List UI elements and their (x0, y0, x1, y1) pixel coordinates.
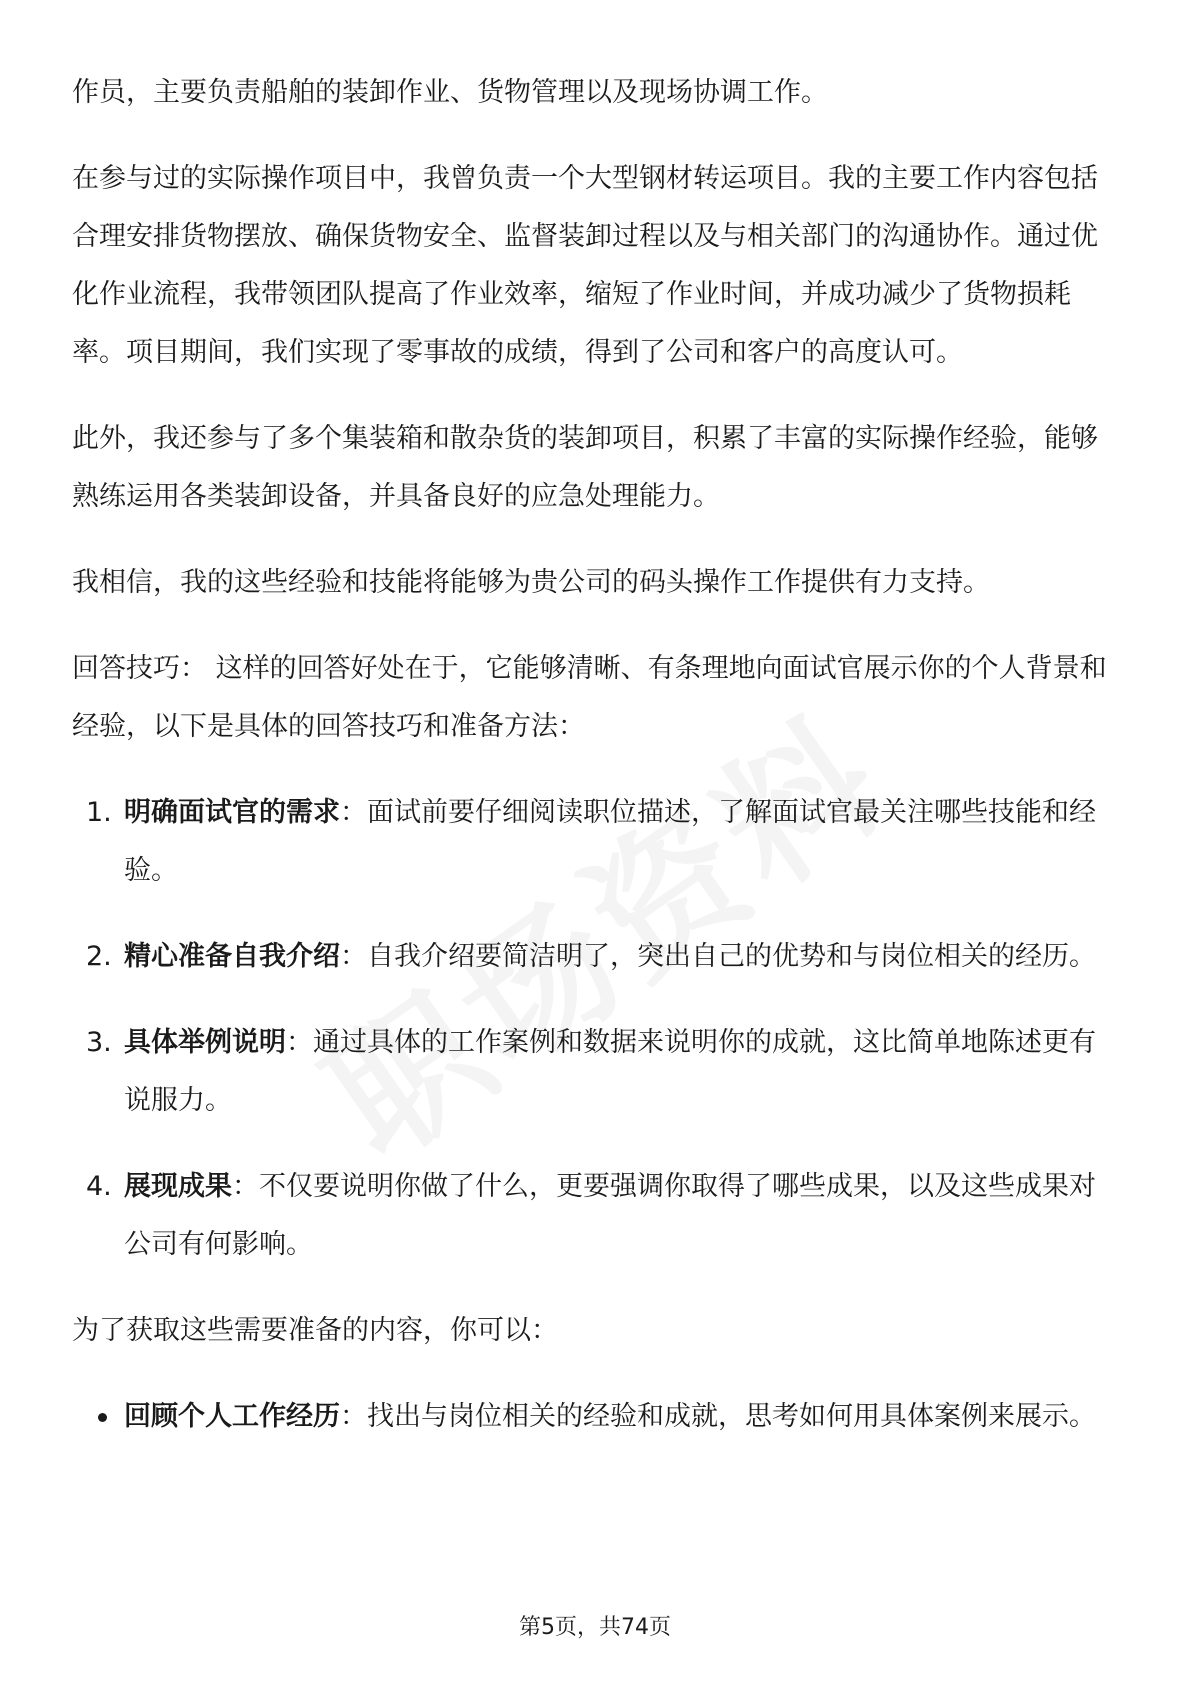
paragraph: 作员，主要负责船舶的装卸作业、货物管理以及现场协调工作。 (72, 77, 828, 108)
bullet-icon (98, 1413, 107, 1422)
list-item (72, 928, 1122, 986)
list-item (72, 784, 1122, 900)
tip-text: ：面试前要仔细阅读职位描述，了解面试官最关注哪些技能和经验。 (124, 797, 1096, 886)
tip-text: ：通过具体的工作案例和数据来说明你的成就，这比简单地陈述更有说服力。 (124, 1027, 1096, 1116)
list-item (72, 1014, 1122, 1130)
paragraph: 我相信，我的这些经验和技能将能够为贵公司的码头操作工作提供有力支持。 (72, 567, 990, 598)
list-item (72, 1388, 1122, 1446)
list-number: 4. (86, 1171, 112, 1202)
paragraph: 此外，我还参与了多个集装箱和散杂货的装卸项目，积累了丰富的实际操作经验，能够熟练运用各类装卸设备，并具备良好的应急处理能力。 (72, 423, 1098, 512)
tip-text: ：不仅要说明你做了什么，更要强调你取得了哪些成果，以及这些成果对公司有何影响。 (124, 1171, 1096, 1260)
list-number: 1. (86, 797, 112, 828)
document-body (72, 64, 1122, 1446)
bullet-list (72, 1388, 1122, 1446)
tip-title: 精心准备自我介绍 (124, 941, 340, 972)
list-number: 2. (86, 941, 112, 972)
tips-list (72, 784, 1122, 1274)
list-number: 3. (86, 1027, 112, 1058)
bullet-title: 回顾个人工作经历 (124, 1401, 340, 1432)
list-item (72, 1158, 1122, 1274)
paragraph: 在参与过的实际操作项目中，我曾负责一个大型钢材转运项目。我的主要工作内容包括合理安排货物摆放、确保货物安全、监督装卸过程以及与相关部门的沟通协作。通过优化作业流程，我带领团队提高了作业效率，缩短了作业时间，并成功减少了货物损耗率。项目期间，我们实现了零事故的成绩，得到了公司和客户的高度认可。 (72, 163, 1098, 368)
tip-title: 展现成果 (124, 1171, 232, 1202)
tip-title: 明确面试官的需求 (124, 797, 340, 828)
paragraph: 为了获取这些需要准备的内容，你可以： (72, 1315, 558, 1346)
tip-title: 具体举例说明 (124, 1027, 286, 1058)
bullet-text: ：找出与岗位相关的经验和成就，思考如何用具体案例来展示。 (340, 1401, 1096, 1432)
page-footer: 第5页，共74页 (519, 1615, 671, 1640)
paragraph: 回答技巧： 这样的回答好处在于，它能够清晰、有条理地向面试官展示你的个人背景和经验，以下是具体的回答技巧和准备方法： (72, 653, 1107, 742)
tip-text: ：自我介绍要简洁明了，突出自己的优势和与岗位相关的经历。 (340, 941, 1096, 972)
